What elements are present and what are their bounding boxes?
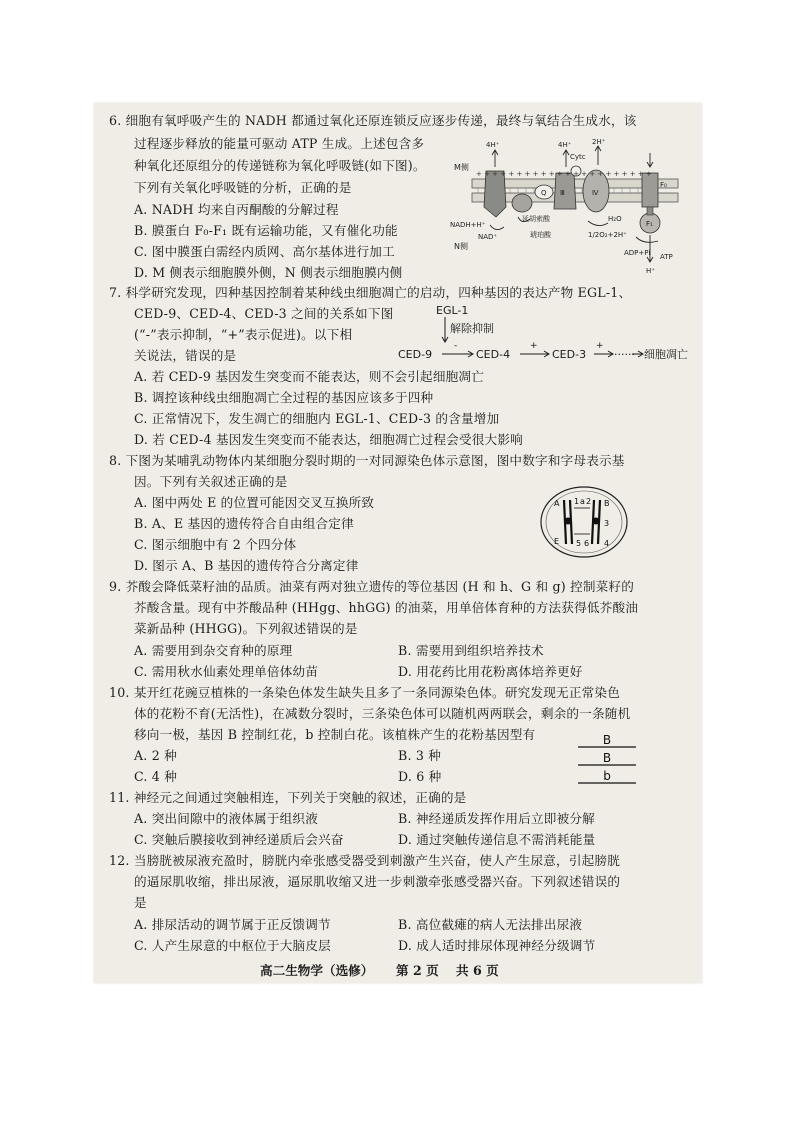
gene-label-A: A	[554, 499, 560, 508]
q8-option-b: B. A、E 基因的遗传符合自由组合定律	[134, 516, 354, 531]
ced9-label: CED-9	[398, 348, 433, 361]
q8-stem-line2: 因。下列有关叙述正确的是	[134, 474, 288, 489]
q6-stem-line2: 过程逐步释放的能量可驱动 ATP 生成。上述包含多	[134, 136, 425, 151]
m-side-label: M侧	[454, 163, 469, 172]
release-inhibition-label: 解除抑制	[450, 322, 494, 335]
nadh-label: NADH+H⁺	[450, 221, 486, 229]
gene-pathway-diagram	[392, 303, 702, 365]
q9-stem-line1: 9. 芥酸会降低菜籽油的品质。油菜有两对独立遗传的等位基因 (H 和 h、G 和 g) 控制菜籽的	[109, 579, 635, 594]
q6-option-a: A. NADH 均来自丙酮酸的分解过程	[134, 202, 339, 217]
q7-stem-line4: 关说法，错误的是	[134, 348, 237, 363]
q11-option-b: B. 神经递质发挥作用后立即被分解	[398, 811, 595, 826]
complex-iv-label: Ⅳ	[592, 189, 599, 197]
ced3-label: CED-3	[552, 348, 587, 361]
q7-option-a: A. 若 CED-9 基因发生突变而不能表达，则不会引起细胞凋亡	[134, 369, 484, 384]
q7-stem-line2: CED-9、CED-4、CED-3 之间的关系如下图	[134, 306, 394, 321]
gene-label-a: a	[580, 497, 585, 506]
cytc-label: Cytc	[570, 153, 586, 161]
q10-option-a: A. 2 种	[134, 748, 177, 763]
q8-option-c: C. 图示细胞中有 2 个四分体	[134, 537, 297, 552]
q6-option-d: D. M 侧表示细胞膜外侧，N 侧表示细胞膜内侧	[134, 265, 403, 280]
dots-label: ······	[614, 348, 635, 361]
gene-label-2: 2	[586, 497, 592, 506]
respiratory-chain-diagram	[448, 137, 684, 277]
q10-stem-line1: 10. 某开红花豌豆植株的一条染色体发生缺失且多了一条同源染色体。研究发现无正常染色	[109, 685, 620, 700]
gene-label-4: 4	[604, 539, 610, 548]
q7-option-c: C. 正常情况下，发生凋亡的细胞内 EGL-1、CED-3 的含量增加	[134, 411, 500, 426]
q10-stem-line2: 体的花粉不育(无活性)，在减数分裂时，三条染色体可以随机两两联会，剩余的一条随机	[134, 706, 631, 721]
ced4-label: CED-4	[476, 348, 511, 361]
q9-stem-line2: 芥酸含量。现有中芥酸品种 (HHgg、hhGG) 的油菜，用单倍体育种的方法获得低芥酸油	[134, 600, 639, 615]
q12-option-d: D. 成人适时排尿体现神经分级调节	[398, 938, 596, 953]
q9-option-c: C. 需用秋水仙素处理单倍体幼苗	[134, 664, 319, 679]
gene-label-5: 5	[576, 539, 582, 548]
gene-label-B: B	[604, 499, 610, 508]
footer-subject: 高二生物学（选修）	[260, 963, 374, 978]
q12-stem-line2: 的逼尿肌收缩，排出尿液，逼尿肌收缩又进一步刺激牵张感受器兴奋。下列叙述错误的	[134, 874, 621, 889]
q11-option-d: D. 通过突触传递信息不需消耗能量	[398, 832, 596, 847]
promote-sign-1: +	[530, 341, 538, 351]
gene-label-6: 6	[584, 539, 590, 548]
q8-option-a: A. 图中两处 E 的位置可能因交叉互换所致	[134, 495, 375, 510]
h2o-label: H₂O	[608, 215, 622, 223]
fumarate-label: 延胡索酸	[522, 215, 550, 223]
q11-option-a: A. 突出间隙中的液体属于组织液	[134, 811, 319, 826]
q6-option-b: B. 膜蛋白 F₀-F₁ 既有运输功能，又有催化功能	[134, 223, 398, 238]
footer-page-number: 第 2 页	[396, 963, 439, 978]
q7-option-b: B. 调控该种线虫细胞凋亡全过程的基因应该多于四种	[134, 390, 434, 405]
q9-stem-line3: 菜新品种 (HHGG)。下列叙述错误的是	[134, 621, 358, 636]
q10-option-d: D. 6 种	[398, 769, 442, 784]
q8-option-d: D. 图示 A、B 基因的遗传符合分离定律	[134, 558, 359, 573]
q6-option-c: C. 图中膜蛋白需经内质网、高尔基体进行加工	[134, 244, 395, 259]
gene-label-E: E	[554, 537, 560, 546]
q12-stem-line3: 是	[134, 895, 147, 910]
gene-B-1: B	[602, 733, 612, 747]
q10-stem-line3: 移向一极，基因 B 控制红花，b 控制白花。该植株产生的花粉基因型有	[134, 727, 536, 742]
atp-label: ATP	[660, 253, 673, 261]
q7-stem-line1: 7. 科学研究发现，四种基因控制着某种线虫细胞凋亡的启动，四种基因的表达产物 EGL-1、	[109, 285, 632, 300]
f1-label: F₁	[646, 220, 653, 228]
q12-stem-line1: 12. 当膀胱被尿液充盈时，膀胱内牵张感受器受到刺激产生兴奋，使人产生尿意，引起膀胱	[109, 853, 620, 868]
q11-option-c: C. 突触后膜接收到神经递质后会兴奋	[134, 832, 344, 847]
adp-label: ADP+Pi	[624, 249, 651, 257]
n-side-label: N侧	[454, 242, 468, 251]
gene-b: b	[603, 769, 611, 783]
h-label-3: 2H⁺	[592, 138, 606, 146]
promote-sign-2: +	[596, 341, 604, 351]
q9-option-d: D. 用花药比用花粉离体培养更好	[398, 664, 583, 679]
f0-label: F₀	[660, 181, 667, 189]
q9-option-a: A. 需要用到杂交育种的原理	[134, 643, 293, 658]
gene-B-2: B	[602, 751, 612, 765]
q7-option-d: D. 若 CED-4 基因发生突变而不能表达，细胞凋亡过程会受很大影响	[134, 432, 523, 447]
svg-text:+ + + + + + + + + + + + + + +: + + + + + + + + + + + + + + + + + + + + + +	[476, 170, 652, 178]
q12-option-b: B. 高位截瘫的病人无法排出尿液	[398, 917, 583, 932]
q12-option-a: A. 排尿活动的调节属于正反馈调节	[134, 917, 331, 932]
q7-stem-line3: (“-”表示抑制，“+”表示促进)。以下相	[134, 327, 353, 342]
o2-label: 1/2O₂+2H⁺	[588, 231, 627, 239]
q-label: Q	[541, 189, 547, 197]
homologous-chromosome-diagram	[538, 484, 630, 560]
q12-option-c: C. 人产生尿意的中枢位于大脑皮层	[134, 938, 331, 953]
complex-iii-label: Ⅲ	[560, 189, 565, 197]
q8-stem-line1: 8. 下图为某哺乳动物体内某细胞分裂时期的一对同源染色体示意图，图中数字和字母表示基	[109, 453, 625, 468]
hplus-label: H⁺	[646, 267, 655, 275]
gene-label-3: 3	[604, 519, 610, 528]
q6-stem-line4: 下列有关氧化呼吸链的分析，正确的是	[134, 180, 352, 195]
apoptosis-label: 细胞凋亡	[644, 348, 688, 361]
inhibit-sign: -	[454, 341, 458, 351]
q9-option-b: B. 需要用到组织培养技术	[398, 643, 544, 658]
three-chromosome-diagram	[576, 733, 638, 791]
exam-page	[94, 103, 702, 983]
egl1-label: EGL-1	[436, 304, 469, 317]
q6-stem-line1: 6. 细胞有氧呼吸产生的 NADH 都通过氧化还原连锁反应逐步传递，最终与氧结合生成水，该	[109, 113, 637, 128]
q11-stem-line1: 11. 神经元之间通过突触相连，下列关于突触的叙述，正确的是	[109, 790, 467, 805]
gene-label-1: 1	[574, 497, 580, 506]
q10-option-c: C. 4 种	[134, 769, 178, 784]
nad-label: NAD⁺	[478, 233, 498, 241]
h-label-1: 4H⁺	[486, 141, 500, 149]
h-label-2: 4H⁺	[558, 141, 572, 149]
q6-stem-line3: 种氧化还原组分的传递链称为氧化呼吸链(如下图)。	[134, 158, 426, 173]
succinate-label: 琥珀酸	[530, 231, 551, 239]
q10-option-b: B. 3 种	[398, 748, 442, 763]
footer-total-pages: 共 6 页	[456, 963, 499, 978]
